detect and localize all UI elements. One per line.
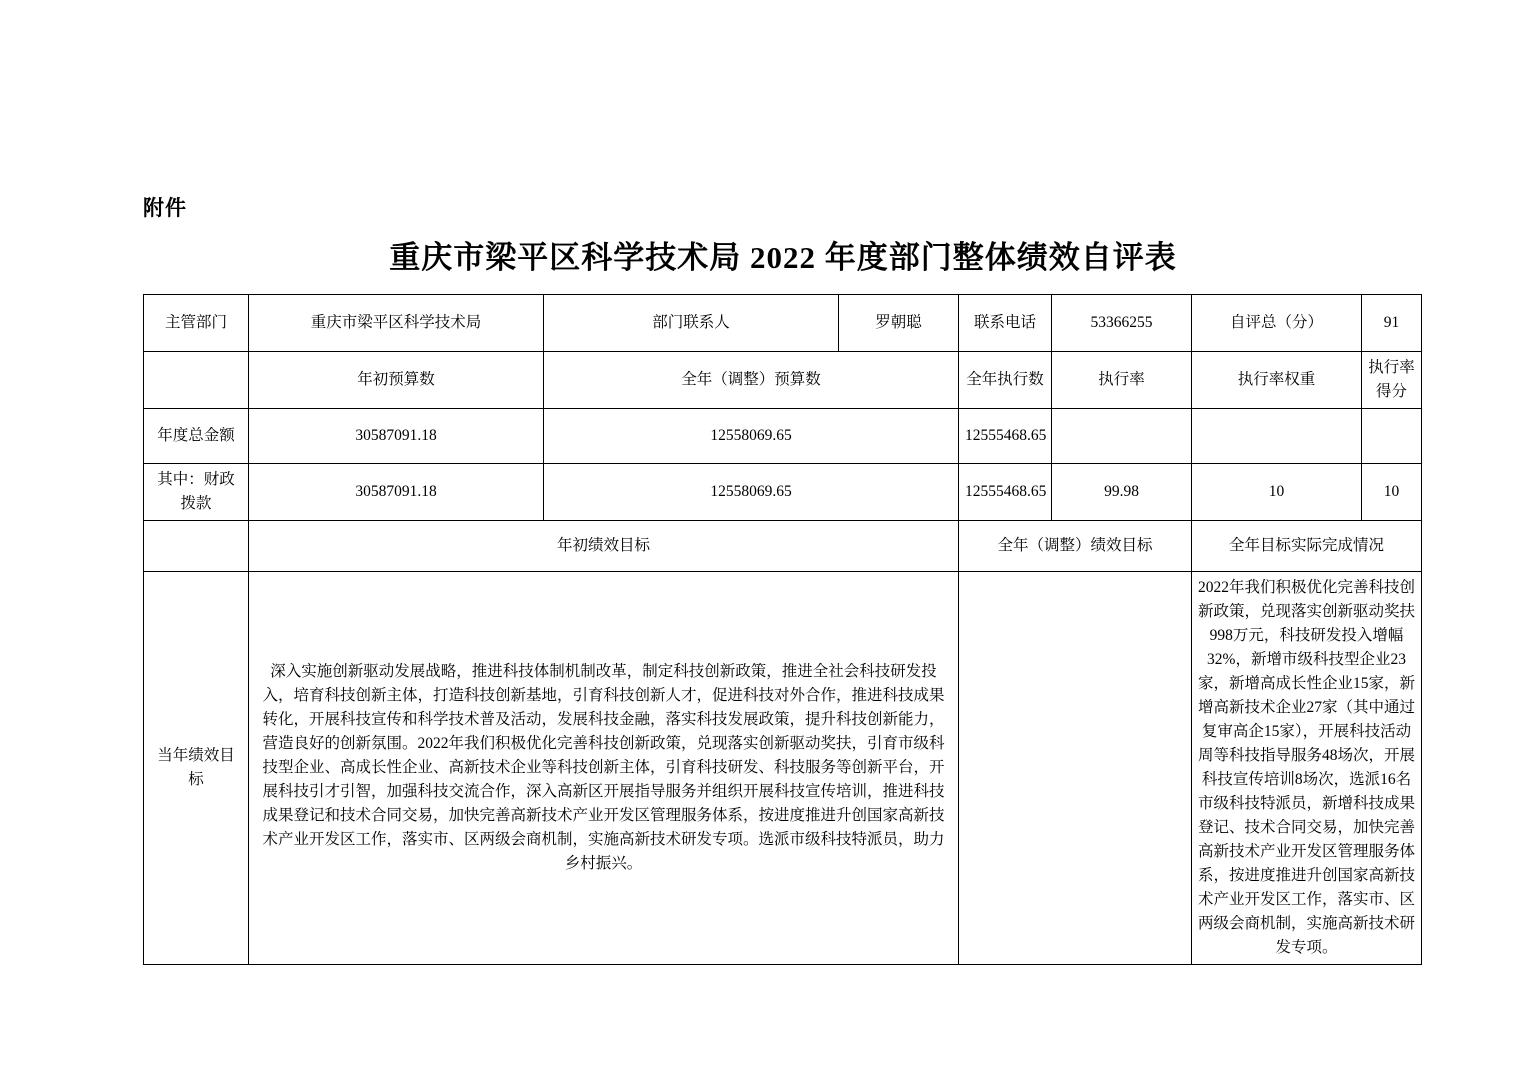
cell-total-adjusted-budget: 12558069.65 [544,409,959,464]
cell-total-exec-score [1362,409,1422,464]
cell-total-begin-budget: 30587091.18 [249,409,544,464]
page-title: 重庆市梁平区科学技术局 2022 年度部门整体绩效自评表 [389,240,1177,275]
cell-row-label-fiscal: 其中：财政拨款 [144,464,249,521]
cell-fiscal-exec-rate: 99.98 [1052,464,1192,521]
cell-fiscal-exec-weight: 10 [1192,464,1362,521]
col-header-exec-weight: 执行率权重 [1192,352,1362,409]
table-row-header-info [144,295,1422,352]
cell-total-executed: 12555468.65 [959,409,1052,464]
cell-actual-completion-text: 2022年我们积极优化完善科技创新政策，兑现落实创新驱动奖扶998万元，科技研发投入增幅32%，新增市级科技型企业23家，新增高成长性企业15家，新增高新技术企业27家（其中通过复审高企15家），开展科技活动周等科技指导服务48场次，开展科技宣传培训8场次，选派16名市级科技特派员，新增科技成果登记、技术合同交易，加快完善高新技术产业开发区管理服务体系，按进度推进升创国家高新技术产业开发区工作，落实市、区两级会商机制，实施高新技术研发专项。 [1192,572,1422,965]
cell-total-exec-rate [1052,409,1192,464]
table-row-budget-headers [144,352,1422,409]
cell-row-label-current-year-goals: 当年绩效目标 [144,572,249,965]
col-header-adjusted-goal: 全年（调整）绩效目标 [959,521,1192,572]
cell-self-score-label: 自评总（分） [1192,295,1362,352]
cell-empty-corner [144,352,249,409]
col-header-initial-goal: 年初绩效目标 [249,521,959,572]
col-header-executed: 全年执行数 [959,352,1052,409]
cell-fiscal-begin-budget: 30587091.18 [249,464,544,521]
performance-self-assessment-table [143,294,1422,965]
cell-total-exec-weight [1192,409,1362,464]
table-row-goals [144,572,1422,965]
cell-contact-label: 部门联系人 [544,295,839,352]
col-header-exec-score: 执行率得分 [1362,352,1422,409]
col-header-begin-budget: 年初预算数 [249,352,544,409]
cell-contact-value: 罗朝聪 [839,295,959,352]
cell-fiscal-adjusted-budget: 12558069.65 [544,464,959,521]
table-row [144,409,1422,464]
cell-dept-value: 重庆市梁平区科学技术局 [249,295,544,352]
table-row [144,464,1422,521]
col-header-actual-completion: 全年目标实际完成情况 [1192,521,1422,572]
cell-fiscal-exec-score: 10 [1362,464,1422,521]
cell-self-score-value: 91 [1362,295,1422,352]
cell-fiscal-executed: 12555468.65 [959,464,1052,521]
table-row-goal-headers [144,521,1422,572]
cell-phone-value: 53366255 [1052,295,1192,352]
cell-dept-label: 主管部门 [144,295,249,352]
cell-row-label-total: 年度总金额 [144,409,249,464]
cell-adjusted-goal-text [959,572,1192,965]
cell-phone-label: 联系电话 [959,295,1052,352]
col-header-adjusted-budget: 全年（调整）预算数 [544,352,959,409]
attachment-label: 附件 [143,196,187,220]
cell-initial-goal-text: 深入实施创新驱动发展战略，推进科技体制机制改革，制定科技创新政策，推进全社会科技研发投入，培育科技创新主体，打造科技创新基地，引育科技创新人才，促进科技对外合作，推进科技成果转化，开展科技宣传和科学技术普及活动，发展科技金融，落实科技发展政策，提升科技创新能力，营造良好的创新氛围。2022年我们积极优化完善科技创新政策，兑现落实创新驱动奖扶，引育市级科技型企业、高成长性企业、高新技术企业等科技创新主体，引育科技研发、科技服务等创新平台，开展科技引才引智，加强科技交流合作，深入高新区开展指导服务并组织开展科技宣传培训，推进科技成果登记和技术合同交易，加快完善高新技术产业开发区管理服务体系，按进度推进升创国家高新技术产业开发区工作，落实市、区两级会商机制，实施高新技术研发专项。选派市级科技特派员，助力乡村振兴。 [249,572,959,965]
cell-empty-goal-corner [144,521,249,572]
col-header-exec-rate: 执行率 [1052,352,1192,409]
